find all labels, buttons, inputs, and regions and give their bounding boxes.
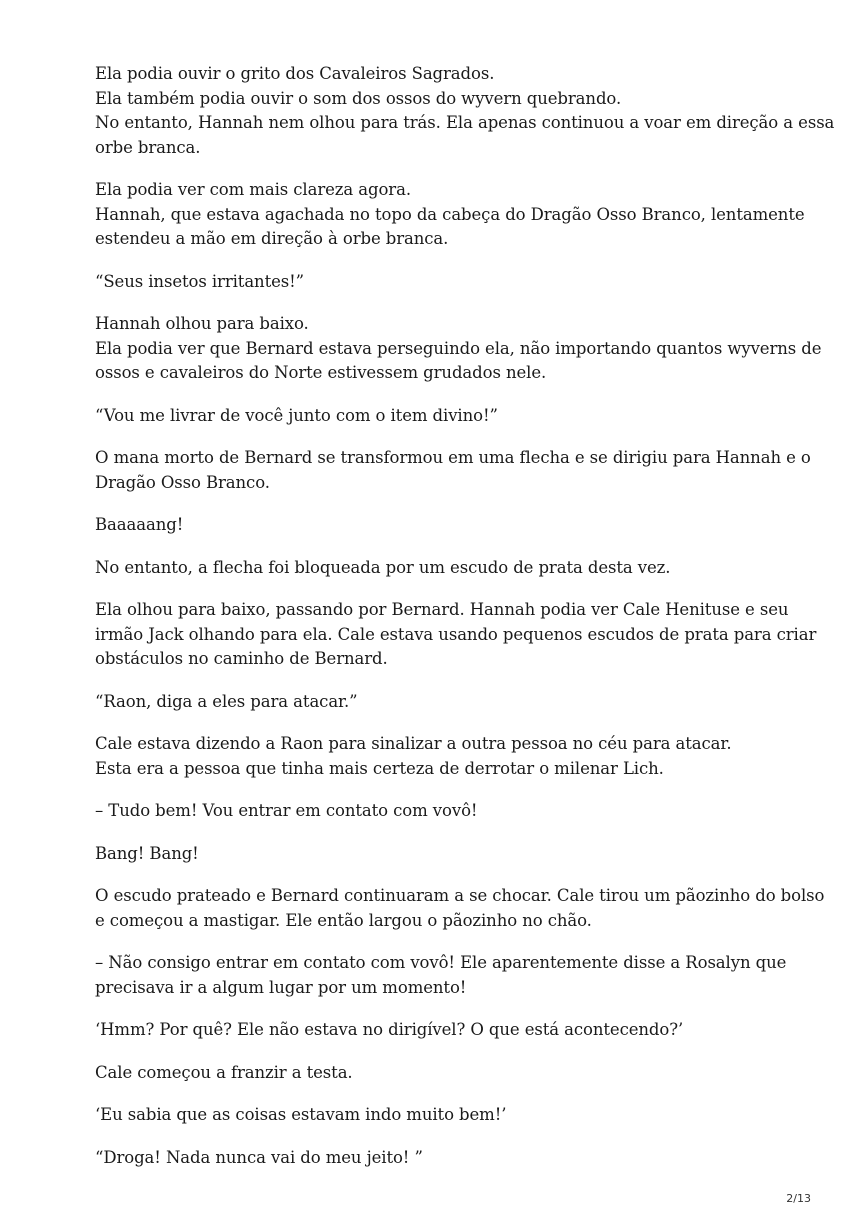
text-line: Ela podia ver que Bernard estava perseguindo ela, não importando quantos wyverns de [95,338,822,358]
paragraph [95,690,795,715]
paragraph [95,1018,795,1043]
text-line: e começou a mastigar. Ele então largou o pãozinho no chão. [95,910,592,930]
text-line: obstáculos no caminho de Bernard. [95,649,388,668]
text-line: – Tudo bem! Vou entrar em contato com vovô! [95,801,478,820]
paragraph [95,513,795,538]
paragraph [95,556,795,581]
text-line: Cale começou a franzir a testa. [95,1062,353,1082]
text-line: “Seus insetos irritantes!” [95,271,305,291]
text-line: Esta era a pessoa que tinha mais certeza de derrotar o milenar Lich. [95,758,664,778]
text-line: No entanto, a flecha foi bloqueada por um escudo de prata desta vez. [95,557,671,577]
paragraph [95,1146,795,1171]
paragraph [95,732,795,781]
text-line: irmão Jack olhando para ela. Cale estava usando pequenos escudos de prata para criar [95,624,817,644]
text-line: Ela podia ver com mais clareza agora. [95,180,411,199]
text-line: O mana morto de Bernard se transformou em uma flecha e se dirigiu para Hannah e o [95,448,811,467]
text-line: “Raon, diga a eles para atacar.” [95,691,358,711]
document-body [95,62,835,1188]
text-line: Cale estava dizendo a Raon para sinalizar a outra pessoa no céu para atacar. [95,734,732,753]
text-line: Hannah olhou para baixo. [95,314,309,333]
paragraph [95,842,795,867]
text-line: No entanto, Hannah nem olhou para trás. Ela apenas continuou a voar em direção a essa [95,113,835,132]
paragraph [95,446,811,495]
paragraph [95,178,805,252]
paragraph [95,799,795,824]
paragraph [95,598,817,672]
text-line: Ela podia ouvir o grito dos Cavaleiros Sagrados. [95,64,495,83]
text-line: ossos e cavaleiros do Norte estivessem grudados nele. [95,363,547,382]
text-line: Hannah, que estava agachada no topo da cabeça do Dragão Osso Branco, lentamente [95,204,805,224]
paragraph [95,62,835,160]
paragraph [95,404,795,429]
text-line: Ela também podia ouvir o som dos ossos do wyvern quebrando. [95,88,622,108]
text-line: Ela olhou para baixo, passando por Bernard. Hannah podia ver Cale Henituse e seu [95,600,789,619]
paragraph [95,1061,795,1086]
page-number: 2/13 [786,1192,811,1205]
text-line: estendeu a mão em direção à orbe branca. [95,229,449,248]
paragraph [95,951,795,1000]
text-line: Bang! Bang! [95,843,199,863]
paragraph [95,312,822,386]
text-line: Baaaaang! [95,515,184,534]
text-line: – Não consigo entrar em contato com vovô! Ele aparentemente disse a Rosalyn que [95,953,787,972]
text-line: precisava ir a algum lugar por um momento! [95,977,467,997]
paragraph [95,884,825,933]
text-line: Dragão Osso Branco. [95,472,270,492]
text-line: orbe branca. [95,137,201,157]
text-line: O escudo prateado e Bernard continuaram a se chocar. Cale tirou um pãozinho do bolso [95,886,825,905]
text-line: “Vou me livrar de você junto com o item divino!” [95,405,498,425]
paragraph [95,270,795,295]
paragraph [95,1103,795,1128]
text-line: “Droga! Nada nunca vai do meu jeito! ” [95,1147,423,1167]
text-line: ‘Eu sabia que as coisas estavam indo muito bem!’ [95,1105,507,1124]
text-line: ‘Hmm? Por quê? Ele não estava no dirigível? O que está acontecendo?’ [95,1020,684,1039]
